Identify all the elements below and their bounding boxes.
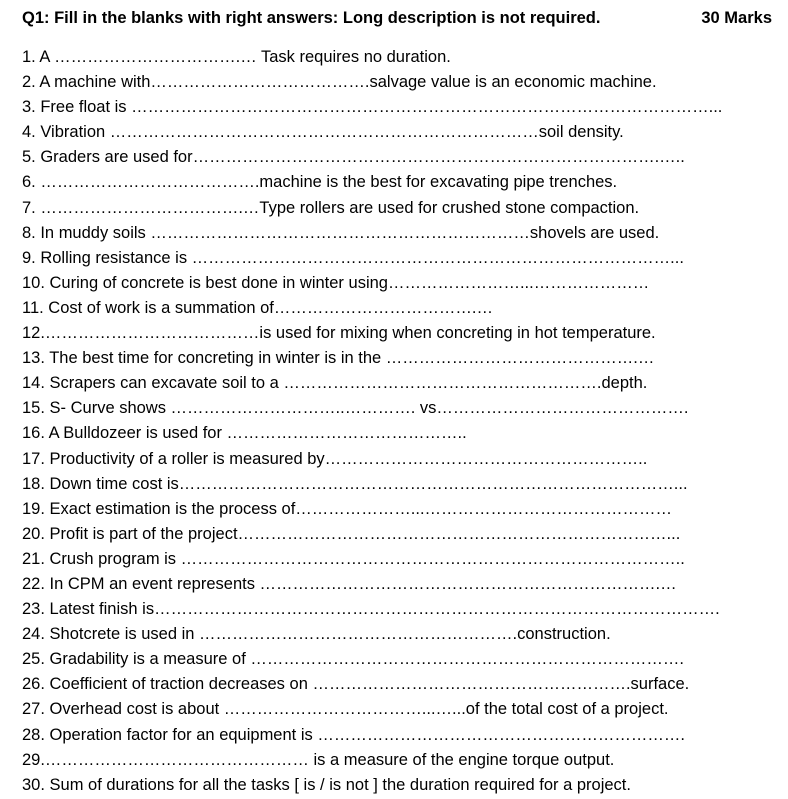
question-item: 17. Productivity of a roller is measured by………………………………………………….. bbox=[22, 449, 648, 468]
question-item: 10. Curing of concrete is best done in winter using……………………...………………… bbox=[22, 273, 650, 292]
question-title: Q1: Fill in the blanks with right answers: Long description is not required. bbox=[22, 9, 601, 27]
question-item: 21. Crush program is ……………………………………………………………………………….. bbox=[22, 549, 685, 568]
question-item: 13. The best time for concreting in winter is in the ……………………………………….… bbox=[22, 349, 655, 368]
question-item: 27. Overhead cost is about ………………………………...…...of the total cost of a project. bbox=[22, 700, 669, 719]
question-item: 2. A machine with………………………………….salvage value is an economic machine. bbox=[22, 73, 657, 92]
question-item: 22. In CPM an event represents ……………………………………………………………….… bbox=[22, 574, 677, 593]
question-item: 12.…………………………………is used for mixing when concreting in hot temperature. bbox=[22, 324, 656, 343]
question-item: 4. Vibration ……………………………………………………………………soil density. bbox=[22, 123, 624, 142]
question-item: 20. Profit is part of the project……………………………………………………………………... bbox=[22, 524, 681, 543]
question-item: 6. ………………………………….machine is the best for excavating pipe trenches. bbox=[22, 173, 618, 192]
question-item: 26. Coefficient of traction decreases on ………………………………………………….surface. bbox=[22, 675, 690, 694]
marks-label: 30 Marks bbox=[701, 9, 772, 27]
question-item: 15. S- Curve shows …………………………..…………. vs………………………………………. bbox=[22, 399, 689, 418]
question-item: 18. Down time cost is………………………………………………………………………………... bbox=[22, 474, 688, 493]
question-item: 8. In muddy soils ……………………………………………………………shovels are used. bbox=[22, 223, 660, 242]
question-item: 9. Rolling resistance is ……………………………………………………………………………... bbox=[22, 248, 684, 267]
question-item: 23. Latest finish is…………………………………………………………………………………………. bbox=[22, 600, 720, 619]
question-item: 25. Gradability is a measure of ……………………………………………………………………. bbox=[22, 650, 684, 669]
question-item: 30. Sum of durations for all the tasks [ is / is not ] the duration required for a project. bbox=[22, 775, 631, 794]
question-list bbox=[22, 45, 782, 798]
question-item: 3. Free float is ……………………………………………………………………………………………... bbox=[22, 98, 723, 117]
question-item: 7. ……………………………….…Type rollers are used for crushed stone compaction. bbox=[22, 198, 640, 217]
question-item: 5. Graders are used for………………………………………………………………………….….. bbox=[22, 148, 685, 167]
question-header bbox=[22, 6, 772, 30]
question-item: 24. Shotcrete is used in ………………………………………………….construction. bbox=[22, 625, 611, 644]
question-item: 14. Scrapers can excavate soil to a ………………………………………………….depth. bbox=[22, 374, 648, 393]
question-item: 29.………………………………………… is a measure of the engine torque output. bbox=[22, 750, 615, 769]
question-item: 1. A …………………………….… Task requires no duration. bbox=[22, 48, 451, 66]
question-item: 16. A Bulldozeer is used for …………………………………….. bbox=[22, 424, 467, 443]
question-item: 11. Cost of work is a summation of……………………………….… bbox=[22, 298, 493, 317]
question-item: 28. Operation factor for an equipment is …………………………………………………………. bbox=[22, 725, 685, 744]
question-item: 19. Exact estimation is the process of…………………...……………………………………… bbox=[22, 499, 673, 518]
